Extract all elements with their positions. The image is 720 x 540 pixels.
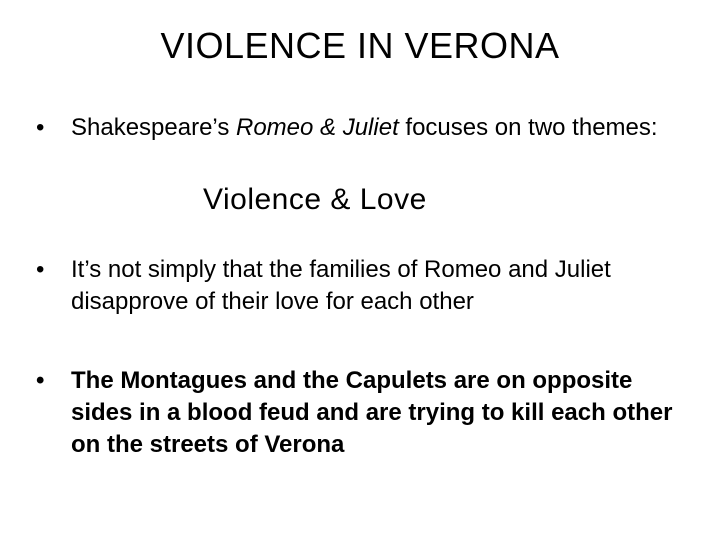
bullet-text: It’s not simply that the families of Romeo and Juliet disapprove of their love for each other — [71, 256, 611, 315]
bullet-dot-icon: • — [36, 256, 45, 283]
bullet-dot-icon: • — [36, 367, 45, 394]
play-title-italic: Romeo & Juliet — [236, 114, 399, 141]
bullet-dot-icon: • — [36, 114, 45, 141]
bullet-item-feud — [36, 365, 686, 461]
bullet-text: The Montagues and the Capulets are on opposite sides in a blood feud and are trying to kill each other on the streets of Verona — [71, 367, 673, 458]
bullet-text-part: focuses on two themes: — [398, 114, 658, 141]
bullet-text-part: Shakespeare’s — [71, 114, 236, 141]
themes-line: Violence & Love — [203, 183, 427, 216]
slide-title: VIOLENCE IN VERONA — [160, 25, 560, 66]
bullet-item-themes — [36, 112, 686, 144]
bullet-item-families — [36, 254, 686, 318]
bullet-text — [71, 112, 686, 144]
